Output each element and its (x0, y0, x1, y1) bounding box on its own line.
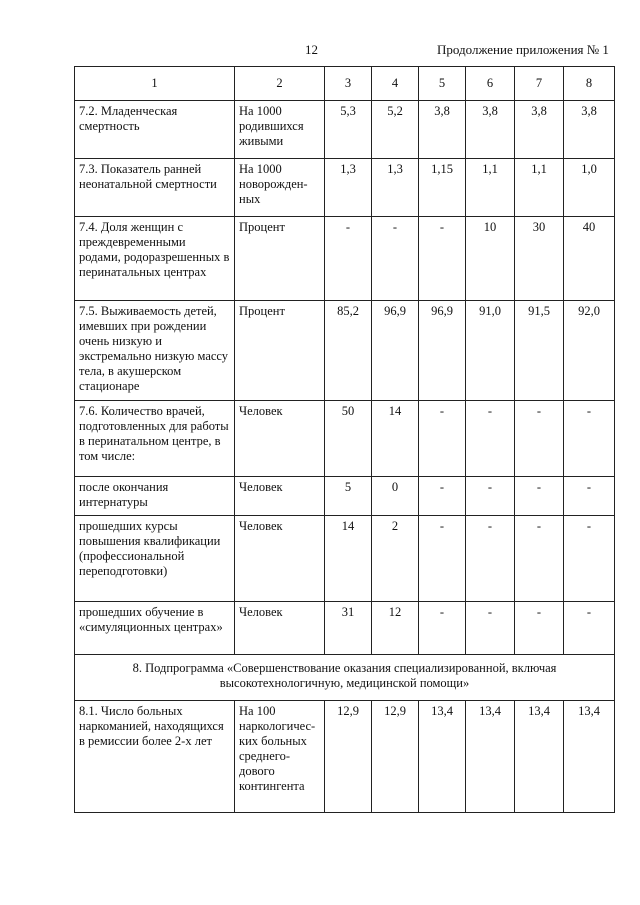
unit-cell: Человек (235, 477, 325, 516)
column-header: 1 (75, 67, 235, 101)
value-cell: - (564, 477, 615, 516)
value-cell: - (372, 217, 419, 301)
value-cell: - (466, 401, 515, 477)
value-cell: 92,0 (564, 301, 615, 401)
value-cell: 5 (325, 477, 372, 516)
value-cell: - (419, 477, 466, 516)
column-header: 7 (515, 67, 564, 101)
value-cell: 14 (372, 401, 419, 477)
value-cell: - (419, 602, 466, 655)
value-cell: - (515, 516, 564, 602)
value-cell: 13,4 (466, 701, 515, 813)
value-cell: - (515, 401, 564, 477)
unit-cell: На 1000 новорожден-ных (235, 159, 325, 217)
continuation-header: Продолжение приложения № 1 (437, 42, 609, 57)
value-cell: 5,3 (325, 101, 372, 159)
value-cell: 13,4 (515, 701, 564, 813)
table-row (75, 477, 615, 516)
value-cell: - (466, 602, 515, 655)
page-number: 12 (305, 42, 318, 57)
value-cell: - (419, 401, 466, 477)
value-cell: - (419, 516, 466, 602)
column-header: 5 (419, 67, 466, 101)
column-header: 8 (564, 67, 615, 101)
indicator-name: прошедших обучение в «симуляционных центрах» (75, 602, 235, 655)
value-cell: - (419, 217, 466, 301)
value-cell: - (466, 477, 515, 516)
value-cell: 1,1 (466, 159, 515, 217)
value-cell: 12,9 (372, 701, 419, 813)
section-row (75, 655, 615, 701)
column-header: 4 (372, 67, 419, 101)
value-cell: 1,0 (564, 159, 615, 217)
table-row (75, 159, 615, 217)
indicator-name: 7.2. Младенческая смертность (75, 101, 235, 159)
table-row (75, 401, 615, 477)
value-cell: 3,8 (466, 101, 515, 159)
value-cell: 13,4 (564, 701, 615, 813)
value-cell: 12 (372, 602, 419, 655)
value-cell: 3,8 (419, 101, 466, 159)
unit-cell: Человек (235, 401, 325, 477)
value-cell: 1,3 (372, 159, 419, 217)
table-header-row (75, 67, 615, 101)
value-cell: 96,9 (372, 301, 419, 401)
table-row (75, 301, 615, 401)
value-cell: 14 (325, 516, 372, 602)
unit-cell: На 1000 родившихся живыми (235, 101, 325, 159)
value-cell: 91,5 (515, 301, 564, 401)
indicator-name: 7.3. Показатель ранней неонатальной смертности (75, 159, 235, 217)
column-header: 2 (235, 67, 325, 101)
indicator-table (74, 66, 615, 813)
table-row (75, 516, 615, 602)
column-header: 6 (466, 67, 515, 101)
value-cell: - (466, 516, 515, 602)
table-row (75, 217, 615, 301)
indicator-name: 8.1. Число больных наркоманией, находящихся в ремиссии более 2-х лет (75, 701, 235, 813)
section-heading: 8. Подпрограмма «Совершенствование оказания специализированной, включая высокотехнологичную, медицинской помощи» (75, 655, 615, 701)
value-cell: 2 (372, 516, 419, 602)
table-row (75, 602, 615, 655)
unit-cell: Процент (235, 217, 325, 301)
value-cell: - (515, 602, 564, 655)
value-cell: 85,2 (325, 301, 372, 401)
value-cell: 0 (372, 477, 419, 516)
value-cell: - (564, 602, 615, 655)
unit-cell: Процент (235, 301, 325, 401)
unit-cell: На 100 наркологичес-ких больных среднего-дового контингента (235, 701, 325, 813)
indicator-name: после окончания интернатуры (75, 477, 235, 516)
unit-cell: Человек (235, 516, 325, 602)
value-cell: 1,15 (419, 159, 466, 217)
value-cell: 40 (564, 217, 615, 301)
indicator-name: прошедших курсы повышения квалификации (профессиональной переподготовки) (75, 516, 235, 602)
value-cell: 3,8 (564, 101, 615, 159)
indicator-name: 7.5. Выживаемость детей, имевших при рождении очень низкую и экстремально низкую массу тела, в акушерском стационаре (75, 301, 235, 401)
value-cell: 10 (466, 217, 515, 301)
value-cell: 30 (515, 217, 564, 301)
value-cell: 91,0 (466, 301, 515, 401)
unit-cell: Человек (235, 602, 325, 655)
table-row (75, 701, 615, 813)
value-cell: 13,4 (419, 701, 466, 813)
value-cell: 5,2 (372, 101, 419, 159)
table-row (75, 101, 615, 159)
table-body (75, 67, 615, 813)
value-cell: 12,9 (325, 701, 372, 813)
indicator-name: 7.4. Доля женщин с преждевременными родами, родоразрешенных в перинатальных центрах (75, 217, 235, 301)
value-cell: - (515, 477, 564, 516)
value-cell: - (564, 516, 615, 602)
value-cell: - (564, 401, 615, 477)
value-cell: - (325, 217, 372, 301)
column-header: 3 (325, 67, 372, 101)
value-cell: 31 (325, 602, 372, 655)
indicator-name: 7.6. Количество врачей, подготовленных для работы в перинатальном центре, в том числе: (75, 401, 235, 477)
value-cell: 1,1 (515, 159, 564, 217)
value-cell: 96,9 (419, 301, 466, 401)
value-cell: 3,8 (515, 101, 564, 159)
value-cell: 50 (325, 401, 372, 477)
value-cell: 1,3 (325, 159, 372, 217)
